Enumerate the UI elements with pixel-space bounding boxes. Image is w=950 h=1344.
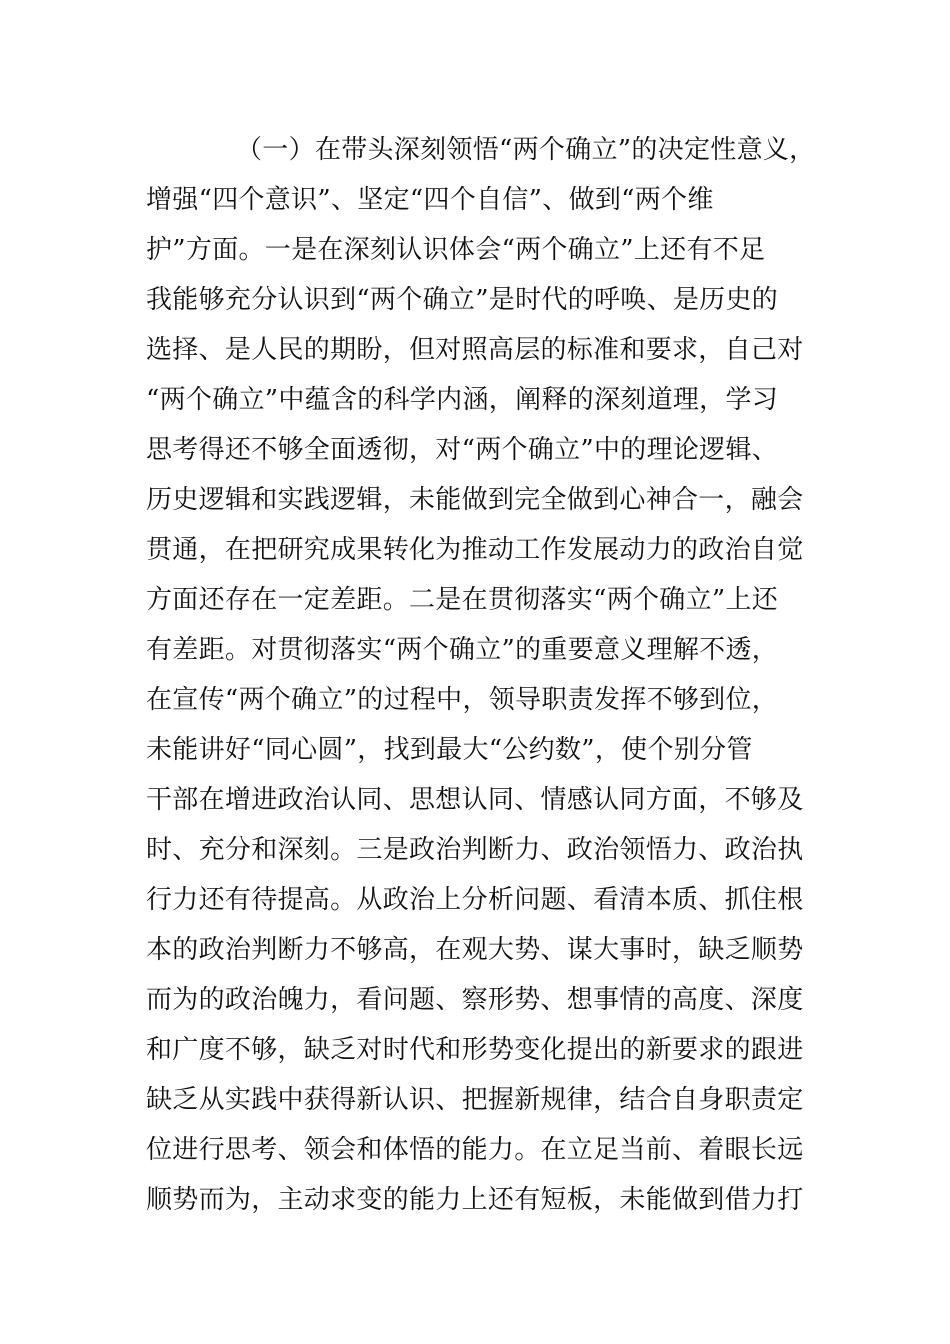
paragraph-line: 而为的政治魄力，看问题、察形势、想事情的高度、深度 <box>146 985 804 1015</box>
paragraph-line: 护”方面。一是在深刻认识体会“两个确立”上还有不足 <box>146 235 766 265</box>
paragraph-line: 和广度不够，缺乏对时代和形势变化提出的新要求的跟进 <box>146 1035 804 1065</box>
paragraph-line: 我能够充分认识到“两个确立”是时代的呼唤、是历史的 <box>146 285 779 315</box>
paragraph-line: 选择、是人民的期盼，但对照高层的标准和要求，自己对 <box>146 335 804 365</box>
paragraph-line: 思考得还不够全面透彻，对“两个确立”中的理论逻辑、 <box>146 435 779 465</box>
paragraph-line: （一）在带头深刻领悟“两个确立”的决定性意义， <box>236 135 816 165</box>
paragraph-line: 贯通，在把研究成果转化为推动工作发展动力的政治自觉 <box>146 535 804 565</box>
paragraph-line: 未能讲好“同心圆”，找到最大“公约数”，使个别分管 <box>146 735 753 765</box>
paragraph-line: 本的政治判断力不够高，在观大势、谋大事时，缺乏顺势 <box>146 935 804 965</box>
paragraph-line: 历史逻辑和实践逻辑，未能做到完全做到心神合一，融会 <box>146 485 804 515</box>
paragraph-line: 在宣传“两个确立”的过程中，领导职责发挥不够到位， <box>146 685 779 715</box>
paragraph-line: 时、充分和深刻。三是政治判断力、政治领悟力、政治执 <box>146 835 804 865</box>
paragraph-line: 有差距。对贯彻落实“两个确立”的重要意义理解不透， <box>146 635 779 665</box>
paragraph-line: 行力还有待提高。从政治上分析问题、看清本质、抓住根 <box>146 885 804 915</box>
paragraph-line: 顺势而为，主动求变的能力上还有短板，未能做到借力打 <box>146 1185 804 1215</box>
paragraph-line: 增强“四个意识”、坚定“四个自信”、做到“两个维 <box>146 185 714 215</box>
paragraph-line: 位进行思考、领会和体悟的能力。在立足当前、着眼长远 <box>146 1135 804 1165</box>
paragraph-line: 方面还存在一定差距。二是在贯彻落实“两个确立”上还 <box>146 585 779 615</box>
paragraph-line: 缺乏从实践中获得新认识、把握新规律，结合自身职责定 <box>146 1085 804 1115</box>
paragraph-line: 干部在增进政治认同、思想认同、情感认同方面，不够及 <box>146 785 804 815</box>
paragraph-line: “两个确立”中蕴含的科学内涵，阐释的深刻道理，学习 <box>146 385 779 415</box>
